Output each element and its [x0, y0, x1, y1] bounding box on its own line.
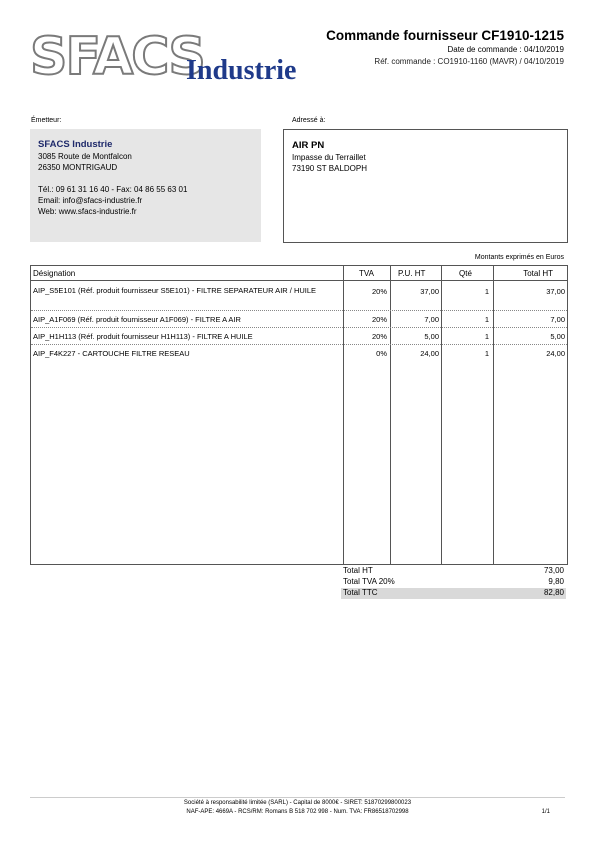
row-tva: 20%	[371, 287, 387, 296]
table-row	[31, 328, 567, 345]
sender-phone: Tél.: 09 61 31 16 40 - Fax: 04 86 55 63 01	[38, 185, 188, 194]
col-header-designation: Désignation	[33, 269, 76, 278]
row-quantity: 1	[484, 287, 489, 296]
total-ht-row	[341, 566, 566, 577]
document-title: Commande fournisseur CF1910-1215	[326, 28, 564, 43]
total-tva-value: 9,80	[548, 577, 564, 586]
total-ht-value: 73,00	[543, 566, 564, 575]
recipient-address-line1: Impasse du Terraillet	[292, 153, 366, 162]
row-unit-price: 37,00	[420, 287, 439, 296]
sender-box	[30, 129, 261, 242]
currency-note: Montants exprimés en Euros	[474, 254, 564, 261]
logo-text: SFACS	[30, 27, 204, 87]
row-quantity: 1	[484, 349, 489, 358]
logo-subtext: Industrie	[186, 55, 297, 86]
col-header-tva: TVA	[359, 269, 374, 278]
row-total: 24,00	[546, 349, 565, 358]
row-tva: 20%	[371, 332, 387, 341]
recipient-label: Adressé à:	[292, 117, 326, 124]
page-number: 1/1	[541, 809, 550, 815]
recipient-name: AIR PN	[292, 140, 325, 151]
table-row	[31, 345, 567, 361]
order-date: Date de commande : 04/10/2019	[447, 45, 564, 54]
sender-address-line1: 3085 Route de Montfalcon	[38, 152, 132, 161]
sender-label: Émetteur:	[31, 117, 62, 124]
sender-address-line2: 26350 MONTRIGAUD	[38, 163, 118, 172]
col-header-quantity: Qté	[459, 269, 472, 278]
total-tva-row	[341, 577, 566, 588]
footer-divider	[30, 797, 565, 798]
total-ttc-label: Total TTC	[343, 588, 378, 597]
total-tva-label: Total TVA 20%	[343, 577, 395, 586]
table-row	[31, 281, 567, 311]
sender-website: Web: www.sfacs-industrie.fr	[38, 207, 137, 216]
col-header-total: Total HT	[523, 269, 553, 278]
row-tva: 20%	[371, 315, 387, 324]
footer-legal-line1: Société à responsabilité limitée (SARL) - Capital de 8000€ - SIRET: 51870299800023	[183, 800, 412, 806]
total-ht-label: Total HT	[343, 566, 373, 575]
sender-name: SFACS Industrie	[38, 139, 113, 150]
order-lines-table	[30, 265, 568, 565]
order-reference: Réf. commande : CO1910-1160 (MAVR) / 04/10/2019	[374, 57, 564, 66]
total-ttc-row	[341, 588, 566, 599]
row-total: 5,00	[550, 332, 565, 341]
row-unit-price: 5,00	[424, 332, 439, 341]
row-designation: AIP_F4K227 - CARTOUCHE FILTRE RESEAU	[33, 349, 190, 358]
row-designation: AIP_S5E101 (Réf. produit fournisseur S5E101) - FILTRE SEPARATEUR AIR / HUILE	[33, 286, 317, 295]
company-logo	[30, 27, 320, 88]
row-designation: AIP_H1H113 (Réf. produit fournisseur H1H113) - FILTRE A HUILE	[33, 332, 253, 341]
row-tva: 0%	[376, 349, 387, 358]
row-total: 37,00	[546, 287, 565, 296]
row-designation: AIP_A1F069 (Réf. produit fournisseur A1F069) - FILTRE A AIR	[33, 315, 241, 324]
total-ttc-value: 82,80	[543, 588, 564, 597]
col-header-unit-price: P.U. HT	[398, 269, 426, 278]
row-unit-price: 7,00	[424, 315, 439, 324]
footer-legal-line2: NAF-APE: 4669A - RCS/RM: Romans B 518 702 998 - Num. TVA: FR86518702998	[186, 809, 409, 815]
row-quantity: 1	[484, 332, 489, 341]
recipient-box	[283, 129, 568, 243]
totals-block	[341, 566, 566, 599]
row-unit-price: 24,00	[420, 349, 439, 358]
sender-email: Email: info@sfacs-industrie.fr	[38, 196, 143, 205]
table-row	[31, 311, 567, 328]
row-quantity: 1	[484, 315, 489, 324]
row-total: 7,00	[550, 315, 565, 324]
recipient-address-line2: 73190 ST BALDOPH	[292, 164, 368, 173]
